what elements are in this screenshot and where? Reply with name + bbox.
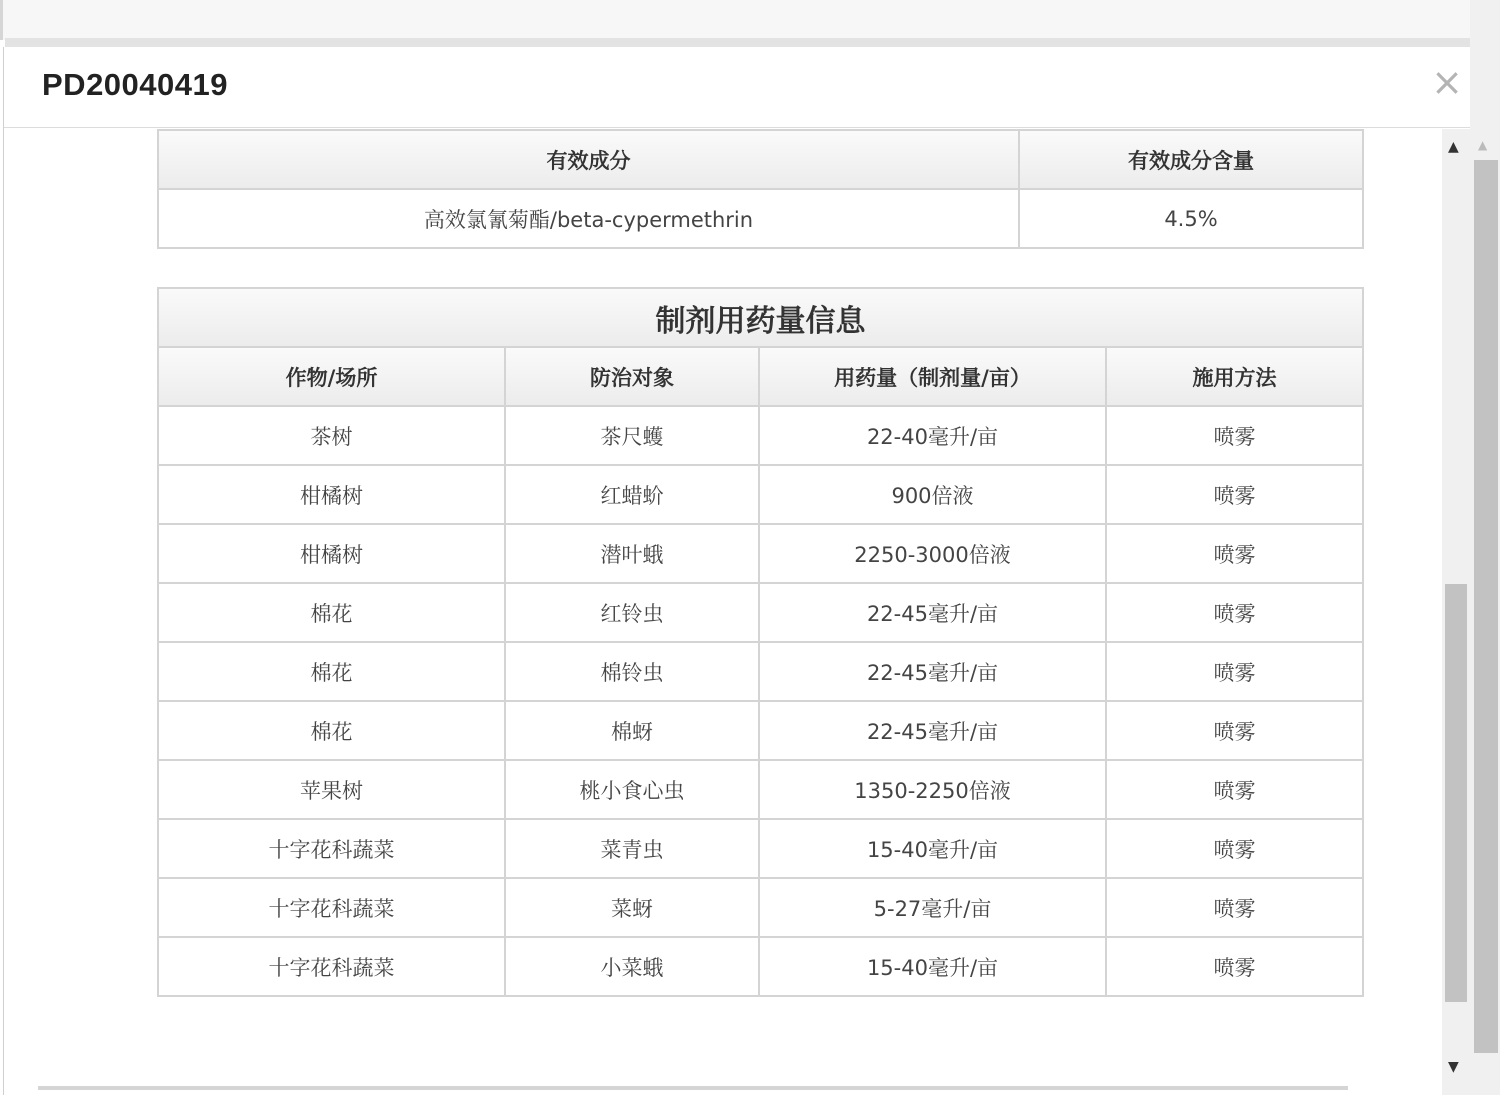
table-row	[158, 878, 1363, 937]
scroll-down-arrow-icon[interactable]: ▼	[1448, 1059, 1459, 1075]
header-dosage: 用药量（制剂量/亩）	[759, 347, 1106, 406]
crop-cell: 十字花科蔬菜	[158, 878, 505, 937]
dosage-table	[157, 287, 1364, 997]
table-row	[158, 937, 1363, 996]
table-row	[158, 642, 1363, 701]
bottom-divider	[38, 1086, 1348, 1090]
close-icon[interactable]: ×	[1431, 60, 1463, 104]
ingredient-name-cell: 高效氯氰菊酯/beta-cypermethrin	[158, 189, 1019, 248]
ingredient-content-cell: 4.5%	[1019, 189, 1363, 248]
dosage-caption-row	[158, 288, 1363, 347]
inner-scrollbar-thumb[interactable]	[1445, 584, 1467, 1002]
target-cell: 小菜蛾	[505, 937, 759, 996]
page-scroll-up-icon[interactable]: ▲	[1478, 138, 1488, 152]
ingredient-table	[157, 129, 1364, 249]
target-cell: 红蜡蚧	[505, 465, 759, 524]
method-cell: 喷雾	[1106, 583, 1363, 642]
crop-cell: 十字花科蔬菜	[158, 937, 505, 996]
dosage-cell: 22-45毫升/亩	[759, 642, 1106, 701]
dialog-title: PD20040419	[42, 67, 228, 102]
crop-cell: 柑橘树	[158, 524, 505, 583]
crop-cell: 棉花	[158, 701, 505, 760]
ingredient-row	[158, 189, 1363, 248]
table-row	[158, 406, 1363, 465]
method-cell: 喷雾	[1106, 760, 1363, 819]
backdrop-top	[0, 0, 1500, 40]
dosage-cell: 15-40毫升/亩	[759, 819, 1106, 878]
dosage-table-body	[158, 406, 1363, 996]
target-cell: 菜青虫	[505, 819, 759, 878]
table-row	[158, 701, 1363, 760]
method-cell: 喷雾	[1106, 642, 1363, 701]
method-cell: 喷雾	[1106, 937, 1363, 996]
ingredient-header-row	[158, 130, 1363, 189]
dosage-cell: 15-40毫升/亩	[759, 937, 1106, 996]
crop-cell: 棉花	[158, 583, 505, 642]
header-crop: 作物/场所	[158, 347, 505, 406]
header-method: 施用方法	[1106, 347, 1363, 406]
backdrop-divider	[5, 38, 1500, 47]
dosage-cell: 5-27毫升/亩	[759, 878, 1106, 937]
table-row	[158, 583, 1363, 642]
dialog-header	[4, 47, 1500, 128]
method-cell: 喷雾	[1106, 524, 1363, 583]
method-cell: 喷雾	[1106, 465, 1363, 524]
table-row	[158, 524, 1363, 583]
table-row	[158, 760, 1363, 819]
crop-cell: 棉花	[158, 642, 505, 701]
dosage-cell: 22-40毫升/亩	[759, 406, 1106, 465]
method-cell: 喷雾	[1106, 819, 1363, 878]
method-cell: 喷雾	[1106, 406, 1363, 465]
target-cell: 棉铃虫	[505, 642, 759, 701]
dosage-cell: 22-45毫升/亩	[759, 583, 1106, 642]
target-cell: 桃小食心虫	[505, 760, 759, 819]
dialog-body	[4, 129, 1500, 1095]
dosage-header-row	[158, 347, 1363, 406]
table-row	[158, 465, 1363, 524]
target-cell: 红铃虫	[505, 583, 759, 642]
target-cell: 潜叶蛾	[505, 524, 759, 583]
dosage-table-caption: 制剂用药量信息	[158, 288, 1363, 347]
method-cell: 喷雾	[1106, 878, 1363, 937]
scroll-up-arrow-icon[interactable]: ▲	[1448, 139, 1459, 155]
method-cell: 喷雾	[1106, 701, 1363, 760]
target-cell: 棉蚜	[505, 701, 759, 760]
header-target: 防治对象	[505, 347, 759, 406]
dosage-cell: 1350-2250倍液	[759, 760, 1106, 819]
ingredient-header-name: 有效成分	[158, 130, 1019, 189]
crop-cell: 十字花科蔬菜	[158, 819, 505, 878]
registration-dialog	[3, 47, 1500, 1095]
crop-cell: 苹果树	[158, 760, 505, 819]
table-row	[158, 819, 1363, 878]
target-cell: 菜蚜	[505, 878, 759, 937]
page-scrollbar-thumb[interactable]	[1474, 160, 1498, 1053]
ingredient-header-content: 有效成分含量	[1019, 130, 1363, 189]
dosage-cell: 2250-3000倍液	[759, 524, 1106, 583]
crop-cell: 茶树	[158, 406, 505, 465]
dosage-cell: 900倍液	[759, 465, 1106, 524]
crop-cell: 柑橘树	[158, 465, 505, 524]
dosage-cell: 22-45毫升/亩	[759, 701, 1106, 760]
target-cell: 茶尺蠖	[505, 406, 759, 465]
